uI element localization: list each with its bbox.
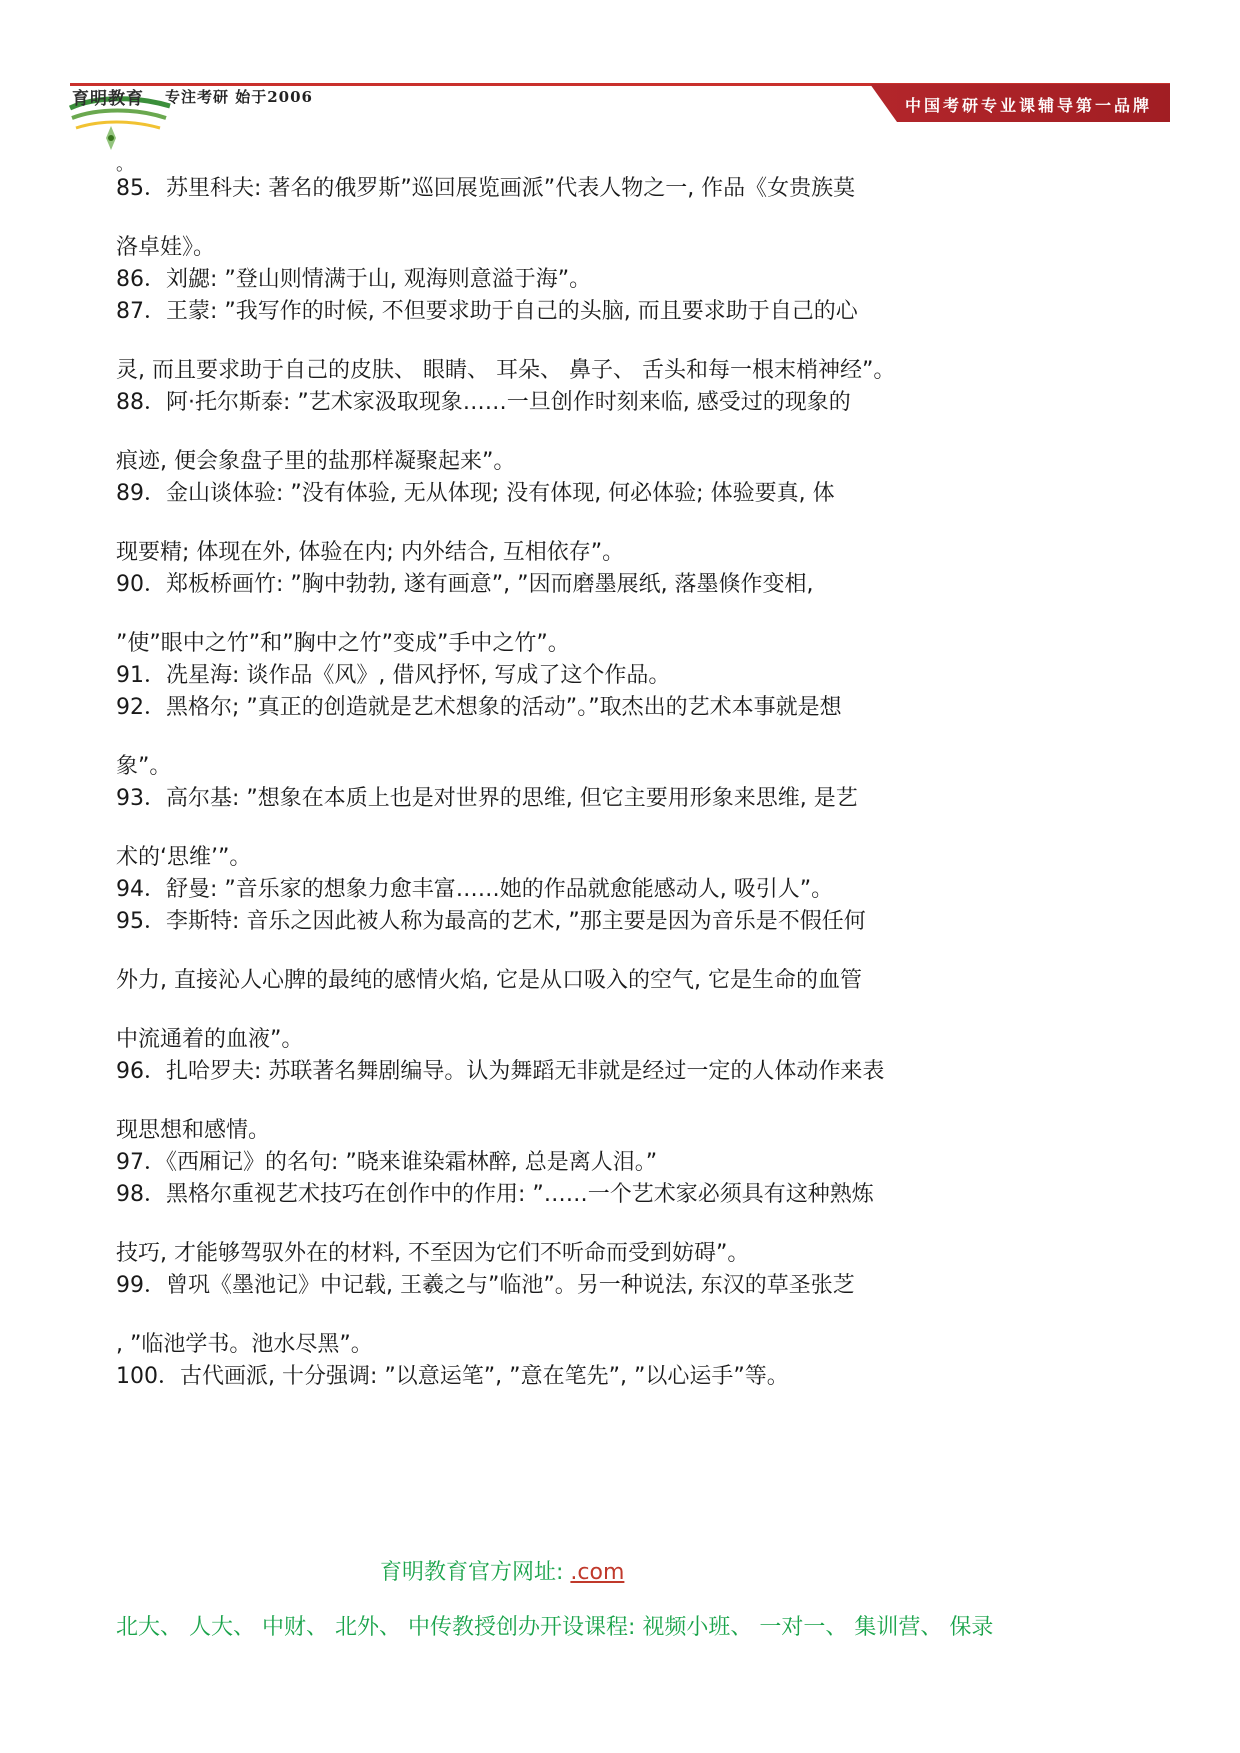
footer-courses: 北大、 人大、 中财、 北外、 中传教授创办开设课程: 视频小班、 一对一、 集训营、 保录 [116, 1615, 994, 1640]
text-line: 100．古代画派, 十分强调: ”以意运笔”, ”意在笔先”, ”以心运手”等。 [116, 1364, 789, 1389]
text-line: 95．李斯特: 音乐之因此被人称为最高的艺术, ”那主要是因为音乐是不假任何 [116, 909, 866, 934]
text-line: 96．扎哈罗夫: 苏联著名舞剧编导。认为舞蹈无非就是经过一定的人体动作来表 [116, 1059, 885, 1084]
footer-website [380, 1555, 624, 1586]
text-line: 97．《西厢记》的名句: ”晓来谁染霜林醉, 总是离人泪。” [116, 1150, 658, 1175]
text-line: 90．郑板桥画竹: ”胸中勃勃, 遂有画意”, ”因而磨墨展纸, 落墨倏作变相, [116, 572, 814, 597]
text-line: 98．黑格尔重视艺术技巧在创作中的作用: ”……一个艺术家必须具有这种熟炼 [116, 1182, 874, 1207]
footer-url-link[interactable]: .com [570, 1560, 625, 1585]
text-line: 灵, 而且要求助于自己的皮肤、 眼睛、 耳朵、 鼻子、 舌头和每一根末梢神经”。 [116, 358, 896, 383]
banner-text: 中国考研专业课辅导第一品牌 [905, 96, 1153, 115]
text-line: 现思想和感情。 [116, 1118, 271, 1143]
text-line: 痕迹, 便会象盘子里的盐那样凝聚起来”。 [116, 449, 516, 474]
leading-fragment: 。 [116, 154, 134, 175]
text-line: 现要精; 体现在外, 体验在内; 内外结合, 互相依存”。 [116, 540, 625, 565]
document-body [116, 176, 1016, 1396]
text-line: 中流通着的血液”。 [116, 1027, 304, 1052]
header-slogan: 专注考研 始于2006 [165, 88, 313, 106]
logo-text: 育明教育 [72, 89, 144, 109]
text-line: 技巧, 才能够驾驭外在的材料, 不至因为它们不听命而受到妨碍”。 [116, 1241, 750, 1266]
text-line: 85．苏里科夫: 著名的俄罗斯”巡回展览画派”代表人物之一, 作品《女贵族莫 [116, 176, 856, 201]
footer-url-label: 育明教育官方网址: [380, 1560, 571, 1585]
text-line: 88．阿·托尔斯泰: ”艺术家汲取现象……一旦创作时刻来临, 感受过的现象的 [116, 390, 851, 415]
text-line: 外力, 直接沁人心脾的最纯的感情火焰, 它是从口吸入的空气, 它是生命的血管 [116, 968, 862, 993]
text-line: 86．刘勰: ”登山则情满于山, 观海则意溢于海”。 [116, 267, 592, 292]
page-header [0, 0, 1240, 160]
text-line: 89．金山谈体验: ”没有体验, 无从体现; 没有体现, 何必体验; 体验要真, 体 [116, 481, 835, 506]
text-line: , ”临池学书。池水尽黑”。 [116, 1332, 373, 1357]
text-line: 洛卓娃》。 [116, 235, 216, 260]
text-line: 92．黑格尔; ”真正的创造就是艺术想象的活动”。”取杰出的艺术本事就是想 [116, 695, 842, 720]
text-line: 93．高尔基: ”想象在本质上也是对世界的思维, 但它主要用形象来思维, 是艺 [116, 786, 858, 811]
text-line: 象”。 [116, 754, 172, 779]
text-line: 99．曾巩《墨池记》中记载, 王羲之与”临池”。另一种说法, 东汉的草圣张芝 [116, 1273, 855, 1298]
text-line: ”使”眼中之竹”和”胸中之竹”变成”手中之竹”。 [116, 631, 570, 656]
text-line: 术的‘思维’”。 [116, 845, 252, 870]
text-line: 94．舒曼: ”音乐家的想象力愈丰富……她的作品就愈能感动人, 吸引人”。 [116, 877, 834, 902]
text-line: 91．冼星海: 谈作品《风》, 借风抒怀, 写成了这个作品。 [116, 663, 671, 688]
text-line: 87．王蒙: ”我写作的时候, 不但要求助于自己的头脑, 而且要求助于自己的心 [116, 299, 858, 324]
